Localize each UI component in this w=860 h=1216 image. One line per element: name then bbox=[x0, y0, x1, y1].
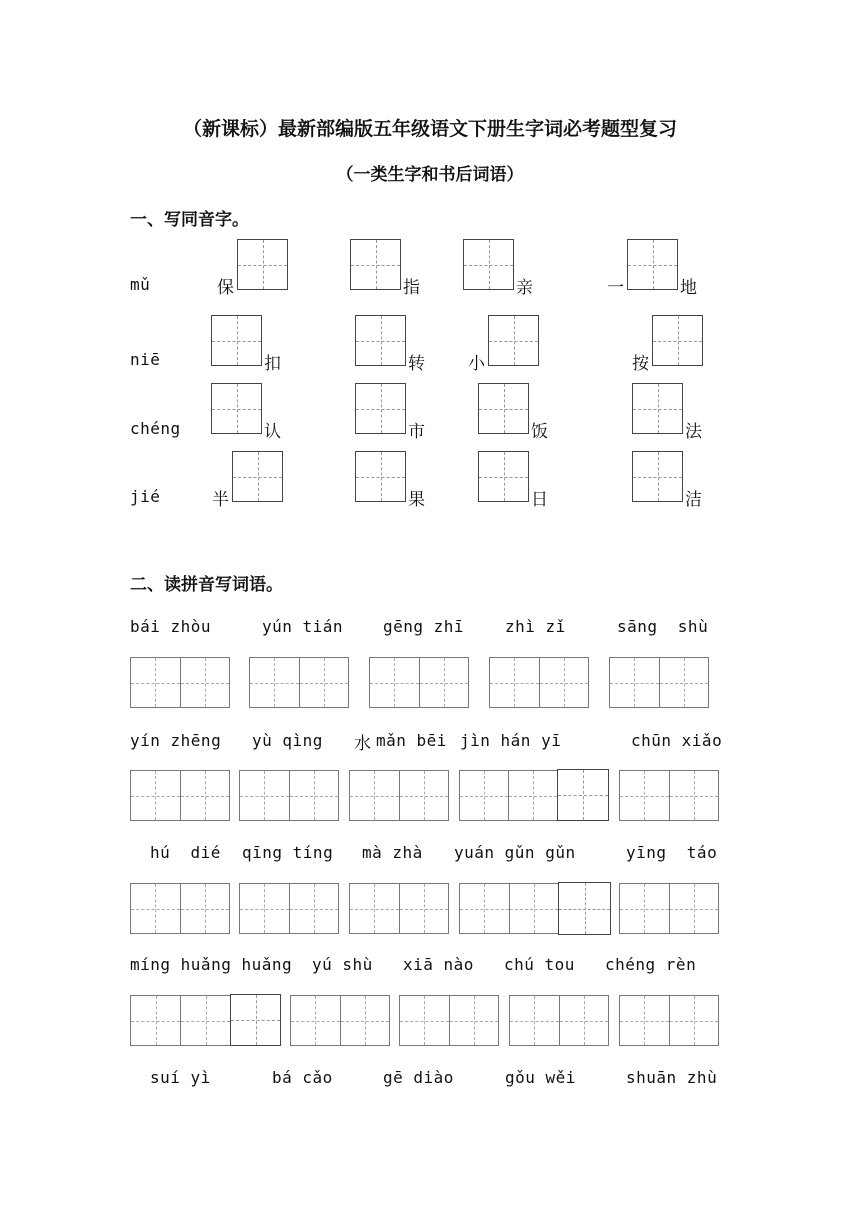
row3-char: 饭 bbox=[531, 422, 548, 442]
word-pinyin: yún tián bbox=[262, 617, 344, 636]
page-title: （新课标）最新部编版五年级语文下册生字词必考题型复习 bbox=[182, 118, 677, 140]
word-pinyin: gǒu wěi bbox=[505, 1068, 576, 1087]
writing-box[interactable] bbox=[627, 239, 678, 290]
word-box-group[interactable] bbox=[349, 770, 449, 821]
word-box-group[interactable] bbox=[609, 657, 709, 708]
row4-char: 洁 bbox=[685, 490, 702, 510]
row2-char: 转 bbox=[408, 354, 425, 374]
word-box-group[interactable] bbox=[249, 657, 349, 708]
word-pinyin: bái zhòu bbox=[130, 617, 212, 636]
word-box-group[interactable] bbox=[509, 995, 609, 1046]
writing-box[interactable] bbox=[232, 451, 283, 502]
word-box-group[interactable] bbox=[619, 770, 719, 821]
row1-char: 地 bbox=[680, 278, 697, 298]
word-pinyin: yú shù bbox=[312, 955, 373, 974]
word-pinyin: chú tou bbox=[504, 955, 575, 974]
row1-char: 亲 bbox=[516, 278, 533, 298]
word-pinyin: suí yì bbox=[150, 1068, 211, 1087]
row1-char: 保 bbox=[217, 278, 234, 298]
word-box-group[interactable] bbox=[399, 995, 499, 1046]
row3-char: 认 bbox=[264, 422, 281, 442]
writing-box[interactable] bbox=[211, 315, 262, 366]
writing-box[interactable] bbox=[230, 994, 281, 1046]
writing-box[interactable] bbox=[632, 451, 683, 502]
writing-box[interactable] bbox=[355, 451, 406, 502]
writing-box[interactable] bbox=[557, 769, 609, 821]
writing-box[interactable] bbox=[478, 451, 529, 502]
writing-box[interactable] bbox=[652, 315, 703, 366]
row3-char: 法 bbox=[685, 422, 702, 442]
word-box-group[interactable] bbox=[459, 883, 559, 934]
word-pinyin: zhì zǐ bbox=[505, 617, 566, 636]
writing-box[interactable] bbox=[355, 315, 406, 366]
writing-box[interactable] bbox=[237, 239, 288, 290]
word-box-group[interactable] bbox=[239, 770, 339, 821]
word-pinyin: mǎn bēi bbox=[376, 731, 447, 750]
row2-char: 小 bbox=[468, 354, 485, 374]
word-box-group[interactable] bbox=[130, 770, 230, 821]
writing-box[interactable] bbox=[478, 383, 529, 434]
writing-box[interactable] bbox=[355, 383, 406, 434]
word-pinyin: chéng rèn bbox=[605, 955, 697, 974]
writing-box[interactable] bbox=[488, 315, 539, 366]
row1-pinyin: mǔ bbox=[130, 275, 151, 294]
row1-char: 指 bbox=[403, 278, 420, 298]
word-pinyin: yuán gǔn gǔn bbox=[454, 843, 576, 862]
word-pinyin: yín zhēng bbox=[130, 731, 222, 750]
row4-pinyin: jié bbox=[130, 487, 161, 506]
word-pinyin: gē diào bbox=[383, 1068, 454, 1087]
word-box-group[interactable] bbox=[130, 883, 230, 934]
word-box-group[interactable] bbox=[369, 657, 469, 708]
row2-pinyin: niē bbox=[130, 350, 161, 369]
word-pinyin: xiā nào bbox=[403, 955, 474, 974]
page-subtitle: （一类生字和书后词语） bbox=[336, 165, 524, 185]
word-box-group[interactable] bbox=[489, 657, 589, 708]
word-box-group[interactable] bbox=[130, 657, 230, 708]
row4-char: 日 bbox=[531, 490, 548, 510]
word-pinyin: jìn hán yī bbox=[460, 731, 562, 750]
writing-box[interactable] bbox=[211, 383, 262, 434]
word-box-group[interactable] bbox=[619, 995, 719, 1046]
row2-char: 扣 bbox=[264, 354, 281, 374]
row2-char: 按 bbox=[632, 354, 649, 374]
word-pinyin: chūn xiǎo bbox=[631, 731, 723, 750]
word-box-group[interactable] bbox=[349, 883, 449, 934]
word-pinyin: yīng táo bbox=[626, 843, 718, 862]
word-pinyin: míng huǎng huǎng bbox=[130, 955, 293, 974]
word-pinyin: qīng tíng bbox=[242, 843, 334, 862]
word-char: 水 bbox=[354, 734, 371, 754]
word-box-group[interactable] bbox=[290, 995, 390, 1046]
word-pinyin: mà zhà bbox=[362, 843, 423, 862]
word-pinyin: hú dié bbox=[150, 843, 221, 862]
word-pinyin: yù qìng bbox=[252, 731, 323, 750]
word-pinyin: gēng zhī bbox=[383, 617, 465, 636]
word-box-group[interactable] bbox=[130, 995, 231, 1046]
row3-pinyin: chéng bbox=[130, 419, 181, 438]
writing-box[interactable] bbox=[632, 383, 683, 434]
word-box-group[interactable] bbox=[459, 770, 558, 821]
word-box-group[interactable] bbox=[619, 883, 719, 934]
row3-char: 市 bbox=[408, 422, 425, 442]
writing-box[interactable] bbox=[463, 239, 514, 290]
word-pinyin: shuān zhù bbox=[626, 1068, 718, 1087]
section2-heading: 二、读拼音写词语。 bbox=[130, 575, 283, 595]
section1-heading: 一、写同音字。 bbox=[130, 210, 249, 230]
row4-char: 果 bbox=[408, 490, 425, 510]
word-pinyin: sāng shù bbox=[617, 617, 709, 636]
word-box-group[interactable] bbox=[239, 883, 339, 934]
writing-box[interactable] bbox=[350, 239, 401, 290]
row4-char: 半 bbox=[212, 490, 229, 510]
row1-char: 一 bbox=[607, 278, 624, 298]
writing-box[interactable] bbox=[558, 882, 611, 935]
word-pinyin: bá cǎo bbox=[272, 1068, 333, 1087]
